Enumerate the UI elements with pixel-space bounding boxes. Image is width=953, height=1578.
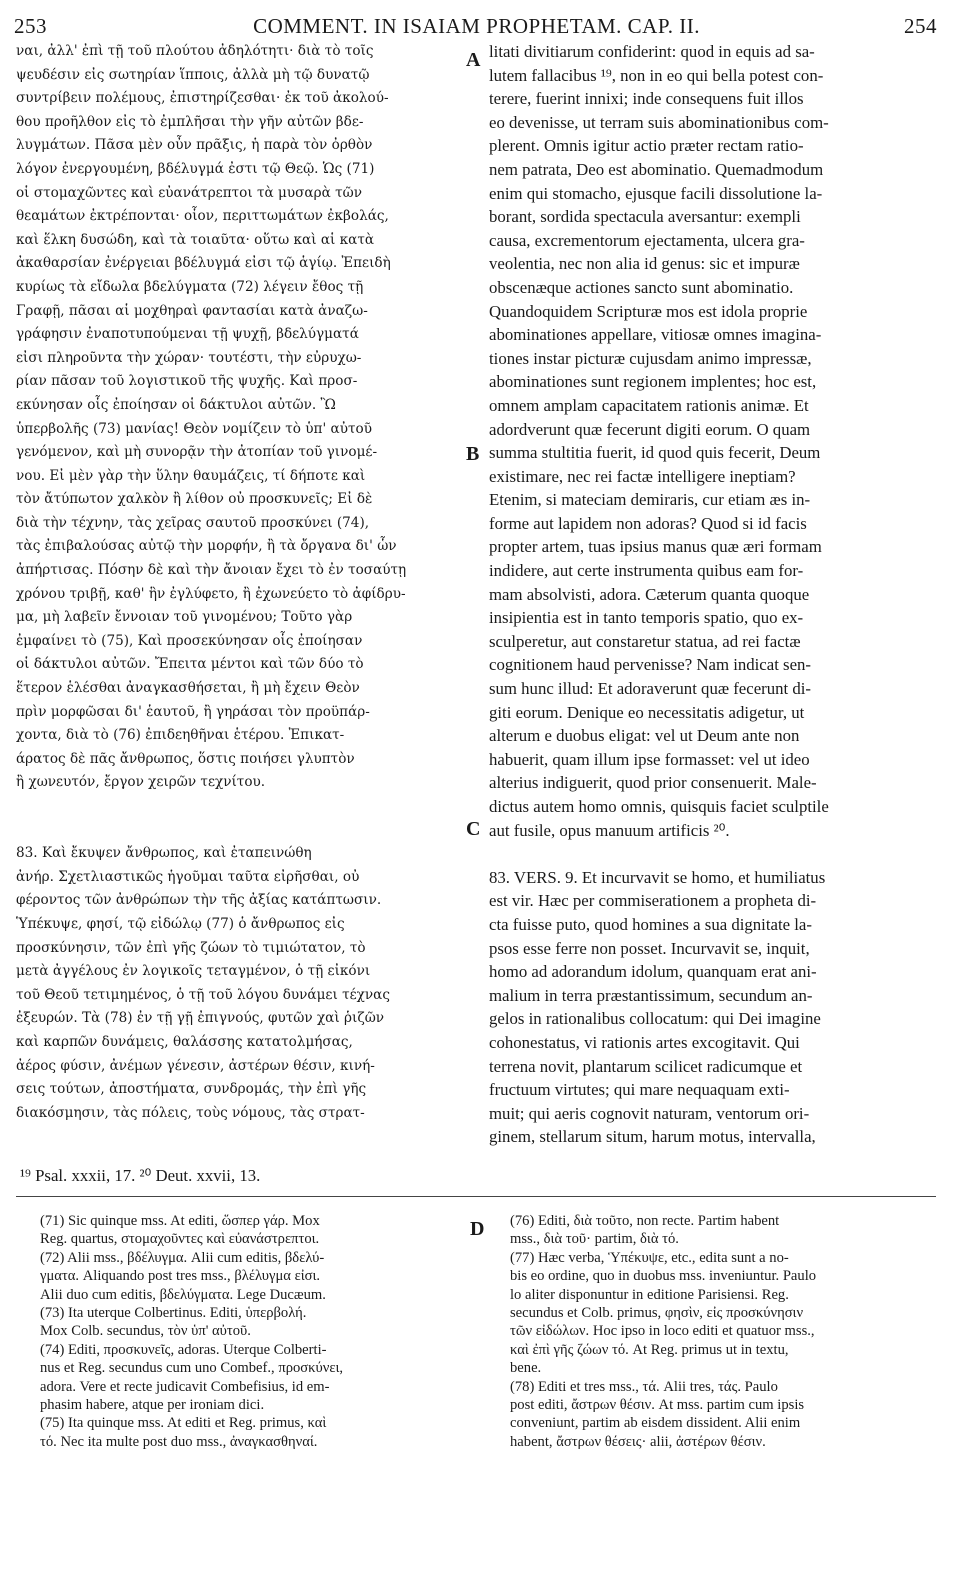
- footnote-line: (77) Hæc verba, Ὑπέκυψε, etc., edita sunt a no-: [510, 1249, 789, 1266]
- greek-text-line: μετὰ ἀγγέλους ἐν λογικοῖς τεταγμένον, ὁ τῇ εἰκόνι: [16, 963, 371, 980]
- latin-text-line: cta fuisse puto, quod homines a sua dignitate la-: [489, 914, 812, 934]
- latin-text-line: sum hunc illud: Et adoraverunt quæ fecerunt di-: [489, 679, 812, 699]
- footnote-line: γματα. Aliquando post tres mss., βλέλυγμα εἰσι.: [40, 1268, 321, 1285]
- footnote-line: (73) Ita uterque Colbertinus. Editi, ὑπερβολή.: [40, 1304, 307, 1321]
- latin-text-line: abominationes appellare, vitiosæ omnes imagina-: [489, 325, 822, 345]
- latin-text-line: gelos in rationalibus collocatum: qui Dei imagine: [489, 1009, 821, 1029]
- latin-text-line: terrena novit, plantarum scilicet radicumque et: [489, 1056, 803, 1076]
- latin-text-line: homo ad adorandum idolum, quanquam erat ani-: [489, 962, 817, 982]
- footnote-line: habent, ἄστρων θέσεις· alii, ἀστέρων θέσιν.: [510, 1433, 766, 1450]
- latin-text-line: enim qui stomacho, ejusque facili dissolutione la-: [489, 183, 823, 203]
- latin-text-line: causa, excrementorum ejectamenta, ulcera gra-: [489, 230, 805, 250]
- latin-text-line: alterum e duobus eligat: vel ut Deum ante non: [489, 726, 800, 746]
- latin-text-line: dictus autem homo omnis, quisquis faciet sculptile: [489, 797, 829, 816]
- greek-text-line: καὶ ἕλκη δυσώδη, καὶ τὰ τοιαῦτα· οὕτω καὶ αἱ κατὰ: [16, 231, 375, 248]
- greek-text-line: 83. Καὶ ἔκυψεν ἄνθρωπος, καὶ ἐταπεινώθη: [16, 845, 312, 862]
- latin-text-line: abominationes sunt regionem implentes; hoc est,: [489, 372, 817, 392]
- greek-text-line: τοῦ Θεοῦ τετιμημένος, ὁ τῇ τοῦ λόγου δυνάμει τέχνας: [16, 986, 390, 1003]
- footnote-line: adora. Vere et recte judicavit Combefisius, id em-: [40, 1378, 330, 1395]
- greek-text-line: οἱ δάκτυλοι αὐτῶν. Ἔπειτα μέντοι καὶ τῶν δύο τὸ: [16, 656, 364, 673]
- latin-text-line: mam absolvisti, adora. Cæterum quanta quoque: [489, 584, 810, 604]
- footnote-line: phasim habere, atque per ironiam dici.: [40, 1396, 265, 1413]
- latin-text-line: habuerit, quam illum ipse formasset: vel ut ideo: [489, 749, 810, 769]
- latin-text-line: litati divitiarum confiderint: quod in equis ad sa-: [489, 42, 815, 61]
- greek-text-line: ψευδέσιν εἰς σωτηρίαν ἵπποις, ἀλλὰ μὴ τῷ δυνατῷ: [16, 66, 370, 83]
- greek-text-line: λυγμάτων. Πᾶσα μὲν οὖν πρᾶξις, ἡ παρὰ τὸν ὀρθὸν: [16, 137, 373, 154]
- latin-text-line: Etenim, si mateciam demiraris, cur etiam æs in-: [489, 490, 811, 510]
- greek-text-line: τὸν ἄτύπωτον χαλκὸν ἢ λίθον οὐ προσκυνεῖς; Εἰ δὲ: [16, 491, 373, 508]
- latin-text-line: alterius indiguerit, quod prior consenuerit. Male-: [489, 773, 817, 793]
- footnote-line: Reg. quartus, στομαχοῦντες καὶ εὐανάστρεπτοι.: [40, 1231, 320, 1248]
- latin-text-line: indidere, aut certe instrumenta quibus eam for-: [489, 561, 804, 581]
- page-number-right: 254: [904, 14, 937, 38]
- latin-text-line: [489, 842, 939, 866]
- section-marker-a: A: [466, 49, 481, 71]
- section-marker-d: D: [470, 1218, 485, 1240]
- greek-text-line: διακόσμησιν, τὰς πόλεις, τοὺς νόμους, τὰς στρατ-: [16, 1104, 365, 1121]
- greek-text-line: τὰς ἐπιβαλούσας αὐτῷ τὴν μορφήν, ἢ τὰ ὄργανα δι' ὧν: [16, 538, 397, 555]
- latin-text-line: sculperetur, aut constaretur statua, ad rei factæ: [489, 631, 801, 651]
- footnote-line: conveniunt, partim ab eisdem dissident. Alii enim: [510, 1415, 801, 1432]
- greek-text-line: οἱ στομαχῶντες καὶ εὐανάτρεπτοι τὰ μυσαρὰ τῶν: [16, 184, 362, 201]
- greek-text-line: γενόμενον, καὶ μὴ συνορᾷν τὴν ἀτοπίαν τοῦ γινομέ-: [16, 444, 378, 461]
- footnote-line: (76) Editi, διὰ τοῦτο, non recte. Partim habent: [510, 1213, 780, 1229]
- greek-text-line: ἀνήρ. Σχετλιαστικῶς ἡγοῦμαι ταῦτα εἰρῆσθαι, οὐ: [16, 868, 360, 885]
- footnote-line: τῶν εἰδώλων. Hoc ipso in loco editi et quatuor mss.,: [510, 1323, 815, 1340]
- footnote-line: bene.: [510, 1360, 542, 1377]
- greek-text-line: εἰσι πληροῦντα τὴν χώραν· τουτέστι, τὴν εὐρυχω-: [16, 349, 362, 366]
- greek-text-line: σεις τούτων, ἀποστήματα, συνδρομάς, τὴν ἐπὶ γῆς: [16, 1081, 367, 1098]
- latin-text-line: existimare, nec rei factæ intelligere ineptiam?: [489, 466, 796, 486]
- latin-text-line: giti eorum. Denique eo necessitatis adigetur, ut: [489, 702, 805, 722]
- greek-text-line: Γραφῇ, πᾶσαι αἱ μοχθηραὶ φαντασίαι κατὰ ἀναζω-: [16, 302, 368, 319]
- footnote-line: Mox Colb. secundus, τὸν ὑπ' αὐτοῦ.: [40, 1323, 251, 1340]
- greek-text-line: πρὶν μορφῶσαι δι' ἑαυτοῦ, ἢ γηράσαι τὸν προϋπάρ-: [16, 703, 370, 720]
- latin-text-line: aut fusile, opus manuum artificis ²⁰.: [489, 820, 730, 840]
- latin-text-line: omnem amplam capacitatem rationis animæ. Et: [489, 395, 809, 415]
- latin-text-line: muit; qui aeris cognovit naturam, ventorum ori-: [489, 1103, 810, 1123]
- latin-text-line: cognitionem haud pervenisse? Nam indicat sen-: [489, 655, 812, 675]
- latin-text-line: tiones instar picturæ cujusdam animo impressæ,: [489, 348, 812, 368]
- footnote-line: τό. Nec ita multe post duo mss., ἀναγκασθηναί.: [40, 1433, 318, 1450]
- footnote-line: (78) Editi et tres mss., τά. Alii tres, τάς. Paulo: [510, 1378, 778, 1395]
- footnote-line: (72) Alii mss., βδέλυγμα. Alii cum editis, βδελύ-: [40, 1249, 325, 1266]
- greek-text-line: λόγον ἐνεργουμένη, βδέλυγμά ἐστι τῷ Θεῷ. Ὡς (71): [16, 160, 375, 177]
- latin-text-line: adordverunt quæ fecerunt digiti eorum. O quam: [489, 419, 811, 439]
- footnote-line: lo aliter disponuntur in editione Parisiensi. Reg.: [510, 1286, 789, 1303]
- greek-text-line: νου. Εἰ μὲν γὰρ τὴν ὕλην θαυμάζεις, τί δήποτε καὶ: [16, 467, 366, 484]
- footnote-line: (71) Sic quinque mss. At editi, ὥσπερ γάρ. Mox: [40, 1213, 320, 1229]
- greek-text-line: χρόνου τριβῇ, καθ' ἣν ἐγλύφετο, ἢ ἐχωνεύετο τὸ ἀφίδρυ-: [16, 585, 406, 602]
- greek-text-line: φέροντος τῶν ἀνθρώπων τὴν τῆς ἀξίας κατάπτωσιν.: [16, 892, 382, 909]
- footnote-line: post editi, ἄστρων θέσιν. At mss. partim cum ipsis: [510, 1396, 805, 1413]
- greek-text-line: ναι, ἀλλ' ἐπὶ τῇ τοῦ πλούτου ἀδηλότητι· διὰ τὸ τοῖς: [16, 43, 374, 59]
- footnote-line: bis eo ordine, quo in duobus mss. inveniuntur. Paulo: [510, 1268, 817, 1285]
- latin-text-line: ginem, stellarum situm, harum motus, intervalla,: [489, 1127, 816, 1147]
- latin-text-line: veolentia, nec non alia id genus: sic et impuræ: [489, 254, 800, 274]
- footnote-line: mss., διὰ τοῦ· partim, διὰ τό.: [510, 1231, 679, 1248]
- greek-text-line: προσκύνησιν, τῶν ἐπὶ γῆς ζώων τὸ τιμιώτατον, τὸ: [16, 939, 366, 956]
- greek-text-line: ἀκαθαρσίαν ἐνέργειαι βδέλυγμά εἰσι τῷ ἁγίῳ. Ἐπειδὴ: [16, 255, 391, 272]
- latin-text-line: propter artem, tuas ipsius manus quæ æri formam: [489, 537, 822, 557]
- latin-text-line: malium in terra præstantissimum, secundum an-: [489, 985, 813, 1005]
- latin-text-line: summa stultitia fuerit, id quod quis fecerit, Deum: [489, 443, 821, 463]
- greek-text-line: Ὑπέκυψε, φησί, τῷ εἰδώλῳ (77) ὁ ἄνθρωπος εἰς: [16, 915, 345, 932]
- footnote-divider: [16, 1196, 936, 1197]
- latin-text-line: terere, fuerint innixi; inde consequens fuit illos: [489, 89, 804, 109]
- running-title: COMMENT. IN ISAIAM PROPHETAM. CAP. II.: [253, 14, 700, 38]
- greek-text-line: γράφησιν ἐναποτυπούμεναι τῇ ψυχῇ, βδελύγματά: [16, 326, 359, 343]
- greek-text-line: ρίαν πᾶσαν τοῦ λογιστικοῦ τῆς ψυχῆς. Καὶ προσ-: [16, 373, 358, 390]
- latin-text-line: plerent. Omnis igitur actio præter rectam ratio-: [489, 136, 804, 156]
- latin-text-line: lutem fallacibus ¹⁹, non in eo qui bella potest con-: [489, 65, 824, 85]
- latin-text-line: insipientia est in tanto temporis spatio, quo ex-: [489, 608, 804, 628]
- greek-text-line: ἐμφαίνει τὸ (75), Καὶ προσεκύνησαν οἷς ἐποίησαν: [16, 632, 363, 649]
- greek-text-line: εκύνησαν οἷς ἐποίησαν οἱ δάκτυλοι αὐτῶν. Ὢ: [16, 396, 336, 413]
- greek-text-line: ὑπερβολῆς (73) μανίας! Θεὸν νομίζειν τὸ ὑπ' αὐτοῦ: [16, 420, 372, 437]
- greek-text-line: άρατος δὲ πᾶς ἄνθρωπος, ὅστις ποιήσει γλυπτὸν: [16, 750, 355, 767]
- latin-text-line: psos esse ferre non posset. Incurvavit se, inquit,: [489, 938, 810, 958]
- footnote-line: nus et Reg. secundus cum uno Combef., προσκύνει,: [40, 1360, 344, 1377]
- latin-text-line: borant, sordida spectacula aversantur: exempli: [489, 207, 801, 227]
- latin-text-line: Quandoquidem Scripturæ mos est idola proprie: [489, 301, 808, 321]
- section-marker-b: B: [466, 443, 480, 465]
- footnote-line: (74) Editi, προσκυνεῖς, adoras. Uterque Colberti-: [40, 1341, 327, 1358]
- footnote-line: (75) Ita quinque mss. At editi et Reg. primus, καὶ: [40, 1415, 327, 1432]
- latin-text-line: nem patrata, Deo est abominatio. Quemadmodum: [489, 159, 824, 179]
- latin-text-line: forme aut lapidem non adoras? Quod si id facis: [489, 513, 807, 533]
- scripture-references: ¹⁹ Psal. xxxii, 17. ²⁰ Deut. xxvii, 13.: [20, 1166, 261, 1185]
- latin-text-column: [489, 40, 939, 1149]
- greek-text-line: θου προῆλθον εἰς τὸ ἐμπλῆσαι τὴν γῆν αὐτῶν βδε-: [16, 113, 364, 130]
- latin-text-line: eo devenisse, ut terram suis abominationibus com-: [489, 112, 829, 132]
- greek-text-line: ἐξευρών. Τὰ (78) ἐν τῇ γῇ ἐπιγνούς, φυτῶν χαὶ ῥιζῶν: [16, 1010, 385, 1027]
- latin-text-line: 83. VERS. 9. Et incurvavit se homo, et humiliatus: [489, 867, 826, 887]
- footnote-line: Alii duo cum editis, βδελύγματα. Lege Ducæum.: [40, 1286, 326, 1303]
- greek-text-line: ἕτερον ἑλέσθαι ἀναγκασθήσεται, ἢ μὴ ἔχειν Θεὸν: [16, 680, 360, 697]
- greek-text-line: [16, 795, 464, 819]
- greek-text-line: χοντα, διὰ τὸ (76) ἐπιδεηθῆναι ἑτέρου. Ἐπικατ-: [16, 727, 345, 744]
- page-number-left: 253: [14, 14, 47, 38]
- footnote-line: καὶ ἐπὶ γῆς ζώων τό. At Reg. primus ut in textu,: [510, 1341, 789, 1358]
- footnotes-left-column: [40, 1212, 460, 1451]
- footnotes-right-column: [510, 1212, 940, 1451]
- greek-text-line: κυρίως τὰ εἴδωλα βδελύγματα (72) λέγειν ἔθος τῇ: [16, 278, 364, 295]
- section-marker-c: C: [466, 818, 481, 840]
- greek-text-line: συντρίβειν πολέμους, ἐπιστηρίζεσθαι· ἐκ τοῦ ἀκολού-: [16, 90, 389, 107]
- greek-text-line: [16, 819, 464, 843]
- greek-text-line: ἢ χωνευτόν, ἔργον χειρῶν τεχνίτου.: [16, 774, 266, 791]
- greek-text-line: ἀέρος φύσιν, ἀνέμων γένεσιν, ἀστέρων θέσιν, κινή-: [16, 1057, 375, 1074]
- greek-text-line: καὶ καρπῶν δυνάμεις, θαλάσσης κατατολμήσας,: [16, 1033, 353, 1050]
- greek-text-column: [16, 40, 464, 1125]
- greek-text-line: θεαμάτων ἐκτρέπονται· οἷον, περιττωμάτων ἐκβολάς,: [16, 208, 389, 225]
- latin-text-line: obscenæque actiones sancto sunt abominatio.: [489, 277, 794, 297]
- greek-text-line: μα, μὴ λαβεῖν ἔννοιαν τοῦ γινομένου; Τοῦτο γὰρ: [16, 609, 353, 626]
- footnote-line: secundus et Colb. primus, φησὶν, εἰς προσκύνησιν: [510, 1304, 804, 1321]
- latin-text-line: est vir. Hæc per commiserationem a propheta di-: [489, 891, 817, 911]
- page-header: [0, 0, 953, 40]
- greek-text-line: διὰ τὴν τέχνην, τὰς χεῖρας σαυτοῦ προσκύνει (74),: [16, 514, 370, 531]
- latin-text-line: cohonestatus, vi rationis artes excogitavit. Qui: [489, 1032, 800, 1052]
- latin-text-line: fructuum virtutes; qui mare nequaquam exti-: [489, 1080, 790, 1100]
- greek-text-line: ἀπήρτισας. Πόσην δὲ καὶ τὴν ἄνοιαν ἔχει τὸ ἐν τοσαύτῃ: [16, 562, 407, 579]
